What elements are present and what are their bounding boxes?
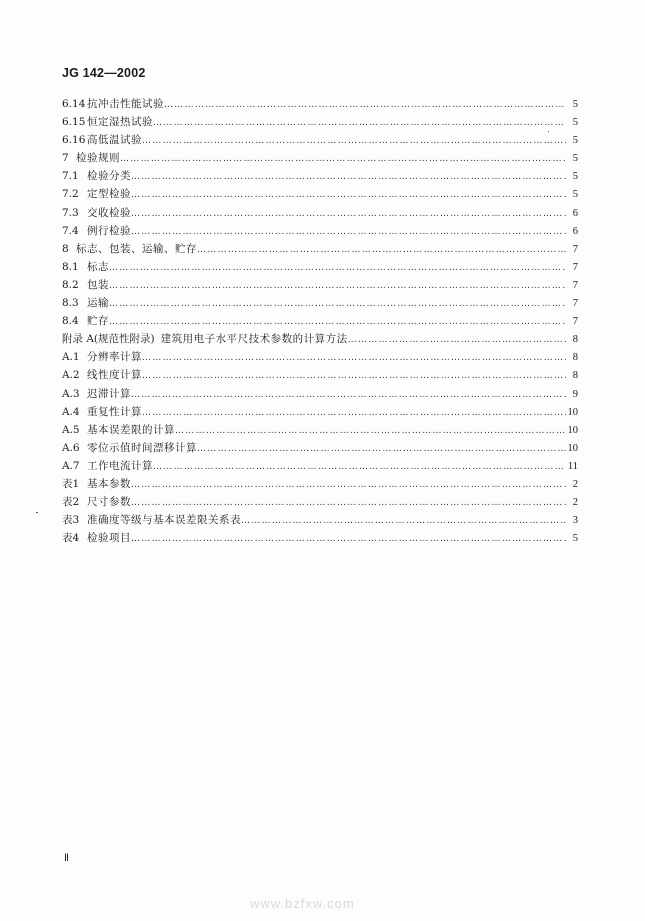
toc-entry bbox=[62, 294, 578, 312]
dot-leader bbox=[131, 476, 566, 494]
toc-entry bbox=[62, 167, 578, 185]
toc-entry-title: 准确度等级与基本误差限关系表 bbox=[87, 514, 241, 527]
toc-entry-title: 定型检验 bbox=[87, 188, 131, 201]
toc-entry bbox=[62, 511, 578, 529]
toc-entry-title: 恒定湿热试验 bbox=[87, 116, 153, 129]
toc-entry-page: 7 bbox=[572, 279, 578, 291]
watermark-text: www.bzfxw.com bbox=[250, 896, 355, 911]
toc-entry-page: 9 bbox=[572, 388, 578, 400]
dot-leader bbox=[241, 512, 566, 530]
dot-leader bbox=[197, 440, 566, 458]
toc-entry bbox=[62, 348, 578, 366]
toc-entry-title: 包装 bbox=[87, 278, 109, 291]
toc-entry bbox=[62, 258, 578, 276]
dot-leader bbox=[131, 205, 566, 223]
toc-entry-number: A.7 bbox=[62, 459, 80, 472]
toc-entry-number: A.6 bbox=[62, 441, 80, 454]
toc-entry-number: 6.16 bbox=[62, 134, 86, 147]
toc-entry-title: 检验规则 bbox=[76, 152, 120, 165]
toc-entry bbox=[62, 457, 578, 475]
toc-entry bbox=[62, 529, 578, 547]
toc-entry bbox=[62, 421, 578, 439]
toc-entry bbox=[62, 366, 578, 384]
toc-entry-title: 例行检验 bbox=[87, 224, 131, 237]
toc-entry-page: 2 bbox=[572, 497, 578, 509]
toc-entry-title: 重复性计算 bbox=[87, 405, 142, 418]
toc-entry-page: 8 bbox=[572, 334, 578, 346]
toc-entry-title: 运输 bbox=[87, 297, 109, 310]
dot-leader bbox=[164, 96, 566, 114]
toc-entry-title: 基本误差限的计算 bbox=[87, 423, 175, 436]
toc-entry-number: 7.4 bbox=[62, 224, 79, 237]
dot-leader bbox=[348, 331, 566, 349]
toc-entry-title: 工作电流计算 bbox=[87, 459, 153, 472]
toc-entry-page: 2 bbox=[572, 478, 578, 490]
toc-entry-number: 8 bbox=[62, 242, 69, 255]
toc-entry-title: 交收检验 bbox=[87, 206, 131, 219]
toc-entry-page: 11 bbox=[567, 460, 578, 472]
toc-entry-page: 5 bbox=[572, 189, 578, 201]
toc-entry-number: A.1 bbox=[62, 351, 80, 364]
toc-entry bbox=[62, 493, 578, 511]
toc-entry bbox=[62, 95, 578, 113]
dot-leader bbox=[131, 386, 566, 404]
toc-entry-page: 6 bbox=[572, 225, 578, 237]
toc-entry-number: 表3 bbox=[62, 514, 80, 527]
toc-entry-page: 5 bbox=[572, 99, 578, 110]
toc-entry-title: 标志 bbox=[87, 260, 109, 273]
toc-entry-title: 尺寸参数 bbox=[87, 496, 131, 509]
toc-entry-number: 表2 bbox=[62, 496, 80, 509]
toc-entry-title: 线性度计算 bbox=[87, 369, 142, 382]
toc-entry bbox=[62, 222, 578, 240]
toc-entry-page: 5 bbox=[572, 117, 578, 129]
toc-entry-title: 抗冲击性能试验 bbox=[87, 98, 164, 110]
dot-leader bbox=[153, 114, 566, 132]
toc-entry bbox=[62, 113, 578, 131]
toc-entry-title: 迟滞计算 bbox=[87, 387, 131, 400]
dot-leader bbox=[175, 422, 566, 440]
dot-leader bbox=[142, 367, 566, 385]
toc-entry bbox=[62, 276, 578, 294]
dot-leader bbox=[131, 530, 566, 548]
toc-entry-title: 建筑用电子水平尺技术参数的计算方法 bbox=[160, 333, 348, 346]
dot-leader bbox=[109, 259, 566, 277]
toc-entry-page: 5 bbox=[572, 533, 578, 545]
toc-entry bbox=[62, 185, 578, 203]
table-of-contents bbox=[62, 95, 578, 547]
toc-entry-title: 分辨率计算 bbox=[87, 351, 142, 364]
toc-entry-number: A.4 bbox=[62, 405, 80, 418]
toc-entry-number: 表1 bbox=[62, 477, 80, 490]
toc-entry bbox=[62, 131, 578, 149]
dot-leader bbox=[109, 313, 566, 331]
toc-entry-number: A.2 bbox=[62, 369, 80, 382]
toc-entry-number: 8.3 bbox=[62, 297, 79, 310]
toc-entry-page: 7 bbox=[572, 243, 578, 255]
toc-entry-number: 6.14 bbox=[62, 98, 86, 110]
toc-entry-title: 零位示值时间漂移计算 bbox=[87, 441, 197, 454]
toc-entry-number: 7 bbox=[62, 152, 69, 165]
dot-leader bbox=[142, 404, 566, 422]
toc-entry-page: 8 bbox=[572, 352, 578, 364]
toc-entry-page: 3 bbox=[572, 515, 578, 527]
toc-entry-page: 5 bbox=[572, 135, 578, 147]
toc-entry bbox=[62, 204, 578, 222]
toc-entry-title: 高低温试验 bbox=[87, 134, 142, 147]
toc-entry bbox=[62, 149, 578, 167]
toc-entry bbox=[62, 475, 578, 493]
toc-entry-number: 7.2 bbox=[62, 188, 79, 201]
toc-entry-number: 8.2 bbox=[62, 278, 79, 291]
toc-entry-number: 6.15 bbox=[62, 116, 86, 129]
toc-entry-title: 贮存 bbox=[87, 315, 109, 328]
dot-leader bbox=[131, 223, 566, 241]
toc-entry-page: 7 bbox=[572, 298, 578, 310]
dot-leader bbox=[153, 458, 566, 476]
scan-speck bbox=[36, 512, 38, 513]
toc-entry-number: 7.1 bbox=[62, 170, 79, 183]
toc-entry-number: A.3 bbox=[62, 387, 80, 400]
toc-entry bbox=[62, 385, 578, 403]
toc-entry-title: 检验项目 bbox=[87, 532, 131, 545]
toc-entry-page: 10 bbox=[567, 406, 578, 418]
dot-leader bbox=[197, 241, 566, 259]
toc-entry bbox=[62, 312, 578, 330]
toc-entry-page: 6 bbox=[572, 207, 578, 219]
toc-entry bbox=[62, 403, 578, 421]
dot-leader bbox=[142, 132, 566, 150]
toc-entry bbox=[62, 439, 578, 457]
toc-entry-page: 7 bbox=[572, 261, 578, 273]
toc-entry-number: A.5 bbox=[62, 423, 80, 436]
toc-entry-page: 10 bbox=[567, 442, 578, 454]
toc-entry bbox=[62, 240, 578, 258]
toc-entry-number: 8.4 bbox=[62, 315, 79, 328]
toc-entry-page: 5 bbox=[572, 153, 578, 165]
dot-leader bbox=[109, 277, 566, 295]
page-number-roman: Ⅱ bbox=[64, 853, 69, 864]
dot-leader bbox=[109, 295, 566, 313]
toc-entry-number: 附录 A(规范性附录) bbox=[62, 333, 155, 346]
dot-leader bbox=[131, 168, 566, 186]
toc-entry-title: 标志、包装、运输、贮存 bbox=[76, 242, 197, 255]
dot-leader bbox=[131, 494, 566, 512]
standard-number-header: JG 142—2002 bbox=[62, 66, 146, 80]
toc-entry-number: 7.3 bbox=[62, 206, 79, 219]
toc-entry-number: 表4 bbox=[62, 532, 80, 545]
dot-leader bbox=[120, 150, 566, 168]
toc-entry bbox=[62, 330, 578, 348]
toc-entry-page: 8 bbox=[572, 370, 578, 382]
scan-speck bbox=[548, 131, 549, 132]
toc-entry-title: 基本参数 bbox=[87, 477, 131, 490]
dot-leader bbox=[142, 349, 566, 367]
toc-entry-page: 10 bbox=[567, 424, 578, 436]
toc-entry-page: 7 bbox=[572, 316, 578, 328]
dot-leader bbox=[131, 186, 566, 204]
toc-entry-number: 8.1 bbox=[62, 260, 79, 273]
toc-entry-title: 检验分类 bbox=[87, 170, 131, 183]
toc-entry-page: 5 bbox=[572, 171, 578, 183]
